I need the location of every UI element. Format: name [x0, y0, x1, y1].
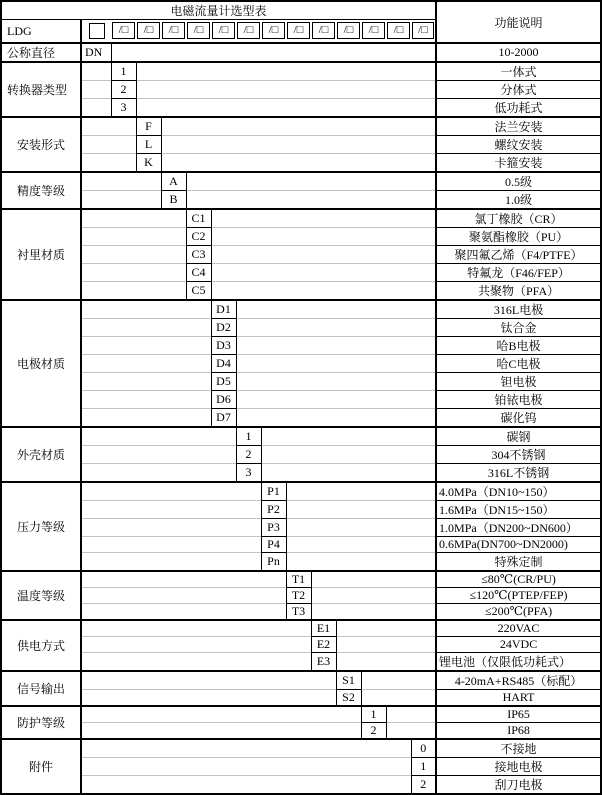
option-code: T3	[286, 604, 311, 621]
option-code: K	[136, 154, 161, 173]
spacer-cell	[136, 62, 436, 81]
option-description: 低功耗式	[436, 99, 601, 118]
option-description: IP68	[436, 723, 601, 740]
option-description: 304不锈钢	[436, 446, 601, 464]
option-row	[1, 99, 601, 118]
spacer-cell	[336, 620, 436, 637]
category-label: 防护等级	[1, 706, 81, 739]
option-description: 哈B电极	[436, 337, 601, 355]
option-description: ≤80℃(CR/PU)	[436, 571, 601, 588]
category-label: 公称直径	[1, 43, 81, 62]
category-label: 电极材质	[1, 300, 81, 427]
option-row	[1, 228, 601, 246]
code-slot-cell	[261, 20, 286, 44]
code-slot-cell	[386, 20, 411, 44]
code-slot-box: /□	[237, 22, 260, 39]
option-row	[1, 282, 601, 301]
option-row	[1, 264, 601, 282]
option-code: Pn	[261, 553, 286, 572]
spacer-cell	[161, 136, 436, 154]
option-row	[1, 446, 601, 464]
spacer-cell	[361, 690, 436, 707]
option-description: ≤200℃(PFA)	[436, 604, 601, 621]
option-code: P1	[261, 482, 286, 501]
spacer-cell	[211, 228, 436, 246]
spacer-cell	[81, 117, 136, 136]
option-description: HART	[436, 690, 601, 707]
spacer-cell	[81, 172, 161, 191]
spacer-cell	[81, 588, 286, 604]
option-description: 螺纹安装	[436, 136, 601, 154]
spacer-cell	[336, 653, 436, 672]
spacer-cell	[81, 337, 211, 355]
option-code: D2	[211, 319, 236, 337]
option-code: C1	[186, 209, 211, 228]
option-row	[1, 464, 601, 483]
option-row	[1, 604, 601, 621]
spacer-cell	[81, 391, 211, 409]
spacer-cell	[261, 464, 436, 483]
option-code: D5	[211, 373, 236, 391]
option-description: 分体式	[436, 81, 601, 99]
option-row	[1, 154, 601, 173]
spacer-cell	[236, 337, 436, 355]
option-description: 接地电极	[436, 758, 601, 776]
spacer-cell	[81, 464, 236, 483]
spacer-cell	[81, 637, 311, 653]
option-row	[1, 136, 601, 154]
spacer-cell	[111, 43, 436, 62]
code-slot-box: /□	[137, 22, 160, 39]
option-code: 1	[361, 706, 386, 723]
option-description: 聚氨酯橡胶（PU）	[436, 228, 601, 246]
option-description: 碳化钨	[436, 409, 601, 428]
spacer-cell	[81, 671, 336, 690]
spacer-cell	[261, 427, 436, 446]
option-description: 氯丁橡胶（CR）	[436, 209, 601, 228]
option-description: 4-20mA+RS485（标配）	[436, 671, 601, 690]
code-slot-cell	[336, 20, 361, 44]
option-code: C4	[186, 264, 211, 282]
spacer-cell	[81, 282, 186, 301]
category-label: 供电方式	[1, 620, 81, 671]
spacer-cell	[81, 739, 411, 758]
dn-slot-cell	[81, 20, 111, 44]
option-code: T2	[286, 588, 311, 604]
spacer-cell	[81, 373, 211, 391]
option-row	[1, 620, 601, 637]
option-row	[1, 191, 601, 210]
option-description: 一体式	[436, 62, 601, 81]
spacer-cell	[81, 604, 286, 621]
category-label: 外壳材质	[1, 427, 81, 482]
category-label: 安装形式	[1, 117, 81, 172]
code-slot-cell	[286, 20, 311, 44]
category-label: 衬里材质	[1, 209, 81, 300]
option-description: 法兰安装	[436, 117, 601, 136]
spacer-cell	[81, 620, 311, 637]
category-label: 温度等级	[1, 571, 81, 620]
dn-slot-box	[89, 23, 105, 39]
option-row	[1, 723, 601, 740]
option-code: F	[136, 117, 161, 136]
option-code: 1	[411, 758, 436, 776]
spacer-cell	[236, 300, 436, 319]
spacer-cell	[236, 373, 436, 391]
code-slot-cell	[411, 20, 436, 44]
spacer-cell	[286, 501, 436, 519]
option-code: D3	[211, 337, 236, 355]
code-slot-box: /□	[187, 22, 210, 39]
option-code: C5	[186, 282, 211, 301]
spacer-cell	[81, 776, 411, 795]
spacer-cell	[81, 62, 111, 81]
option-row	[1, 706, 601, 723]
option-row	[1, 319, 601, 337]
spacer-cell	[81, 653, 311, 672]
option-row	[1, 758, 601, 776]
option-code: DN	[81, 43, 111, 62]
option-description: 钽电极	[436, 373, 601, 391]
code-slot-box: /□	[287, 22, 310, 39]
spacer-cell	[81, 571, 286, 588]
spacer-cell	[186, 191, 436, 210]
spacer-cell	[81, 690, 336, 707]
option-description: 铂铱电极	[436, 391, 601, 409]
spacer-cell	[81, 191, 161, 210]
option-row	[1, 391, 601, 409]
code-slot-box: /□	[312, 22, 335, 39]
spacer-cell	[236, 409, 436, 428]
option-code: P2	[261, 501, 286, 519]
spacer-cell	[336, 637, 436, 653]
option-code: 1	[236, 427, 261, 446]
spacer-cell	[81, 427, 236, 446]
option-row	[1, 409, 601, 428]
spacer-cell	[236, 355, 436, 373]
spacer-cell	[81, 758, 411, 776]
option-row	[1, 81, 601, 99]
code-slot-cell	[311, 20, 336, 44]
option-row	[1, 337, 601, 355]
option-code: B	[161, 191, 186, 210]
option-code: D6	[211, 391, 236, 409]
code-slot-cell	[161, 20, 186, 44]
spacer-cell	[286, 482, 436, 501]
spacer-cell	[81, 553, 261, 572]
spacer-cell	[161, 154, 436, 173]
option-code: 3	[236, 464, 261, 483]
option-code: 2	[236, 446, 261, 464]
option-row	[1, 519, 601, 537]
category-label: 精度等级	[1, 172, 81, 209]
option-row	[1, 690, 601, 707]
function-column-header: 功能说明	[436, 1, 601, 43]
spacer-cell	[361, 671, 436, 690]
code-slot-box: /□	[362, 22, 385, 39]
spacer-cell	[211, 246, 436, 264]
spacer-cell	[136, 81, 436, 99]
option-description: 不接地	[436, 739, 601, 758]
spacer-cell	[81, 537, 261, 553]
code-slot-box: /□	[387, 22, 410, 39]
option-description: 共聚物（PFA）	[436, 282, 601, 301]
option-description: 卡箍安装	[436, 154, 601, 173]
option-description: 0.5级	[436, 172, 601, 191]
option-row	[1, 482, 601, 501]
option-row	[1, 637, 601, 653]
option-row	[1, 117, 601, 136]
option-code: C3	[186, 246, 211, 264]
spacer-cell	[81, 723, 361, 740]
option-description: 220VAC	[436, 620, 601, 637]
code-slot-cell	[111, 20, 136, 44]
option-description: 10-2000	[436, 43, 601, 62]
code-slot-box: /□	[212, 22, 235, 39]
option-description: 4.0MPa（DN10~150）	[436, 482, 601, 501]
spacer-cell	[286, 519, 436, 537]
option-description: 0.6MPa(DN700~DN2000)	[436, 537, 601, 553]
option-code: C2	[186, 228, 211, 246]
spacer-cell	[311, 571, 436, 588]
option-code: E2	[311, 637, 336, 653]
option-row	[1, 246, 601, 264]
spacer-cell	[81, 501, 261, 519]
category-label: 压力等级	[1, 482, 81, 571]
spacer-cell	[81, 228, 186, 246]
option-description: 1.6MPa（DN15~150）	[436, 501, 601, 519]
spacer-cell	[311, 604, 436, 621]
option-row	[1, 427, 601, 446]
option-code: D1	[211, 300, 236, 319]
option-row	[1, 571, 601, 588]
option-description: 1.0MPa（DN200~DN600）	[436, 519, 601, 537]
option-code: 0	[411, 739, 436, 758]
option-description: 碳钢	[436, 427, 601, 446]
spacer-cell	[136, 99, 436, 118]
code-slot-cell	[361, 20, 386, 44]
option-code: 2	[111, 81, 136, 99]
option-code: E1	[311, 620, 336, 637]
code-slot-box: /□	[262, 22, 285, 39]
spacer-cell	[286, 553, 436, 572]
option-code: D7	[211, 409, 236, 428]
category-label: 附件	[1, 739, 81, 794]
option-code: 2	[411, 776, 436, 795]
spacer-cell	[261, 446, 436, 464]
option-code: 3	[111, 99, 136, 118]
spacer-cell	[186, 172, 436, 191]
option-description: 刮刀电极	[436, 776, 601, 795]
code-slot-box: /□	[112, 22, 135, 39]
option-row	[1, 172, 601, 191]
spacer-cell	[236, 319, 436, 337]
option-row	[1, 739, 601, 758]
code-slot-box: /□	[162, 22, 185, 39]
option-description: 特氟龙（F46/FEP）	[436, 264, 601, 282]
spacer-cell	[386, 723, 436, 740]
option-row	[1, 501, 601, 519]
option-description: 锂电池（仅限低功耗式）	[436, 653, 601, 672]
option-row	[1, 355, 601, 373]
option-row	[1, 209, 601, 228]
category-label: 转换器类型	[1, 62, 81, 117]
spacer-cell	[81, 482, 261, 501]
spacer-cell	[81, 355, 211, 373]
option-description: 特殊定制	[436, 553, 601, 572]
option-code: A	[161, 172, 186, 191]
model-prefix: LDG	[1, 20, 81, 44]
option-code: S2	[336, 690, 361, 707]
spacer-cell	[81, 264, 186, 282]
option-description: 钛合金	[436, 319, 601, 337]
code-slot-cell	[236, 20, 261, 44]
page-title: 电磁流量计选型表	[1, 1, 436, 20]
spacer-cell	[81, 136, 136, 154]
spacer-cell	[161, 117, 436, 136]
spacer-cell	[211, 282, 436, 301]
option-code: T1	[286, 571, 311, 588]
category-label: 信号输出	[1, 671, 81, 706]
code-slot-box: /□	[412, 22, 434, 39]
option-row	[1, 373, 601, 391]
option-row	[1, 671, 601, 690]
spacer-cell	[81, 154, 136, 173]
spacer-cell	[81, 81, 111, 99]
option-description: 聚四氟乙烯（F4/PTFE）	[436, 246, 601, 264]
option-description: 316L电极	[436, 300, 601, 319]
option-row	[1, 776, 601, 795]
option-description: ≤120℃(PTEP/FEP)	[436, 588, 601, 604]
option-description: 哈C电极	[436, 355, 601, 373]
option-description: 1.0级	[436, 191, 601, 210]
option-row	[1, 300, 601, 319]
code-slot-cell	[186, 20, 211, 44]
spacer-cell	[311, 588, 436, 604]
spacer-cell	[211, 209, 436, 228]
spacer-cell	[386, 706, 436, 723]
spacer-cell	[81, 246, 186, 264]
code-slot-cell	[211, 20, 236, 44]
spacer-cell	[81, 99, 111, 118]
option-row	[1, 553, 601, 572]
option-description: 24VDC	[436, 637, 601, 653]
spacer-cell	[236, 391, 436, 409]
option-description: 316L不锈钢	[436, 464, 601, 483]
option-code: S1	[336, 671, 361, 690]
spacer-cell	[81, 319, 211, 337]
option-code: L	[136, 136, 161, 154]
spacer-cell	[81, 209, 186, 228]
spacer-cell	[81, 409, 211, 428]
option-code: E3	[311, 653, 336, 672]
option-row	[1, 588, 601, 604]
spacer-cell	[81, 300, 211, 319]
spacer-cell	[211, 264, 436, 282]
spacer-cell	[81, 519, 261, 537]
option-code: 1	[111, 62, 136, 81]
code-slot-cell	[136, 20, 161, 44]
code-slot-box: /□	[337, 22, 360, 39]
option-description: IP65	[436, 706, 601, 723]
spacer-cell	[286, 537, 436, 553]
option-code: 2	[361, 723, 386, 740]
option-code: P3	[261, 519, 286, 537]
option-code: D4	[211, 355, 236, 373]
spacer-cell	[81, 446, 236, 464]
option-row	[1, 537, 601, 553]
spacer-cell	[81, 706, 361, 723]
option-row	[1, 653, 601, 672]
option-code: P4	[261, 537, 286, 553]
option-row	[1, 43, 601, 62]
option-row	[1, 62, 601, 81]
